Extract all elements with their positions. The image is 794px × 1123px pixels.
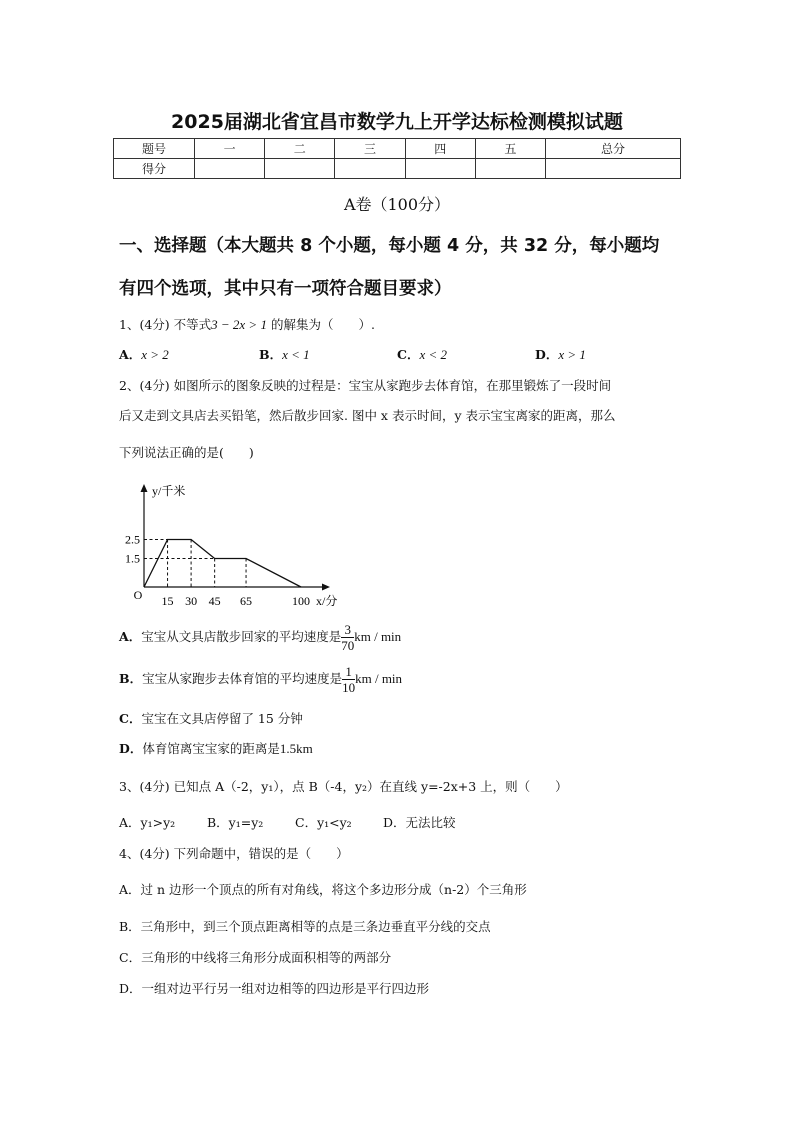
x-tick-label: 100 — [292, 594, 310, 608]
x-tick-label: 65 — [240, 594, 253, 608]
option-label: D． — [535, 347, 559, 362]
option-text: 宝宝在文具店停留了 15 分钟 — [141, 711, 303, 726]
q3-stem: 3、(4分) 已知点 A（-2，y₁），点 B（-4，y₂）在直线 y=-2x+3 上，则（ ） — [119, 779, 568, 794]
q3-option-a[interactable]: A．y₁>y₂ — [119, 815, 176, 830]
q1-option-b[interactable] — [259, 345, 310, 363]
q4-option-a[interactable]: A．过 n 边形一个顶点的所有对角线，将这个多边形分成（n-2）个三角形 — [119, 882, 527, 897]
score-table-cell: 四 — [405, 139, 475, 159]
option-label: B． — [259, 347, 283, 362]
option-unit: km / min — [354, 629, 402, 644]
fraction-denominator: 10 — [342, 680, 356, 695]
q4-option-c[interactable]: C．三角形的中线将三角形分成面积相等的两部分 — [119, 950, 392, 965]
option-expr: x > 2 — [141, 347, 169, 362]
q2-option-a[interactable] — [119, 622, 401, 653]
exam-title: 2025届湖北省宜昌市数学九上开学达标检测模拟试题 — [171, 111, 623, 133]
score-cell-empty[interactable] — [546, 159, 681, 179]
option-text: 宝宝从文具店散步回家的平均速度是 — [141, 629, 342, 644]
option-label: A． — [119, 347, 142, 362]
fraction-numerator: 1 — [345, 664, 352, 679]
q1-option-d[interactable] — [535, 345, 586, 363]
x-tick-label: 30 — [185, 594, 198, 608]
option-text: 体育馆离宝宝家的距离是 — [142, 741, 280, 756]
q3-option-b[interactable]: B．y₁=y₂ — [207, 815, 264, 830]
score-table-cell: 总分 — [546, 139, 681, 159]
score-row-label: 得分 — [114, 159, 195, 179]
option-label: C． — [119, 711, 142, 726]
score-table-cell: 一 — [195, 139, 265, 159]
score-cell-empty[interactable] — [475, 159, 545, 179]
q2-option-b[interactable] — [119, 664, 402, 695]
x-axis-arrow — [322, 584, 330, 591]
q4-option-b[interactable]: B．三角形中，到三个顶点距离相等的点是三条边垂直平分线的交点 — [119, 919, 491, 934]
y-axis-label: y/千米 — [152, 484, 186, 498]
fraction-1-10 — [342, 664, 355, 695]
q1-pre: 1、(4分) 不等式 — [119, 317, 212, 332]
q4-stem: 4、(4分) 下列命题中，错误的是（ ） — [119, 846, 349, 861]
distance-time-graph — [118, 478, 358, 613]
score-table-score-row — [114, 159, 681, 179]
option-label: D． — [119, 741, 143, 756]
q2-stem-line2: 后又走到文具店去买铅笔，然后散步回家. 图中 x 表示时间，y 表示宝宝离家的距离，那么 — [119, 408, 616, 423]
fraction-numerator: 3 — [344, 622, 351, 637]
score-cell-empty[interactable] — [335, 159, 405, 179]
option-unit: km / min — [355, 671, 403, 686]
part1-heading-line1: 一、选择题（本大题共 8 个小题，每小题 4 分，共 32 分，每小题均 — [119, 236, 660, 256]
score-table — [113, 138, 681, 179]
q2-option-c[interactable] — [119, 709, 303, 727]
q2-option-d[interactable] — [119, 739, 313, 757]
y-axis-arrow — [141, 484, 148, 492]
score-cell-empty[interactable] — [195, 159, 265, 179]
score-table-cell: 五 — [475, 139, 545, 159]
q4-option-d[interactable]: D．一组对边平行另一组对边相等的四边形是平行四边形 — [119, 981, 430, 996]
x-axis-label: x/分 — [316, 594, 338, 608]
option-expr: x > 1 — [558, 347, 586, 362]
fraction-denominator: 70 — [341, 638, 355, 653]
option-label: C． — [397, 347, 420, 362]
option-label: A． — [119, 629, 142, 644]
score-cell-empty[interactable] — [405, 159, 475, 179]
section-a-heading: A卷（100分） — [343, 195, 451, 214]
option-unit: 1.5km — [279, 741, 313, 756]
option-label: B． — [119, 671, 143, 686]
y-tick-label: 2.5 — [125, 532, 140, 547]
graph-guides — [144, 540, 246, 588]
q1-option-c[interactable] — [397, 345, 447, 363]
graph-labels — [125, 483, 337, 608]
score-cell-empty[interactable] — [265, 159, 335, 179]
option-expr: x < 1 — [282, 347, 310, 362]
fraction-3-70 — [341, 622, 354, 653]
q1-post: 的解集为（ ）. — [266, 317, 375, 332]
score-table-cell: 三 — [335, 139, 405, 159]
score-table-cell: 二 — [265, 139, 335, 159]
q3-option-d[interactable]: D．无法比较 — [383, 815, 456, 830]
y-tick-label: 1.5 — [125, 551, 140, 566]
origin-label: O — [133, 588, 143, 602]
q1-stem — [119, 315, 375, 333]
score-table-header-row — [114, 139, 681, 159]
x-tick-label: 15 — [161, 594, 174, 608]
score-table-cell: 题号 — [114, 139, 195, 159]
q1-expr: 3 − 2x > 1 — [211, 317, 267, 332]
q2-stem-line3: 下列说法正确的是( ) — [119, 445, 254, 460]
part1-heading-line2: 有四个选项，其中只有一项符合题目要求） — [119, 279, 452, 299]
q3-option-c[interactable]: C．y₁<y₂ — [295, 815, 352, 830]
option-expr: x < 2 — [419, 347, 447, 362]
option-text: 宝宝从家跑步去体育馆的平均速度是 — [142, 671, 343, 686]
graph-axes — [141, 484, 331, 591]
q2-stem-line1: 2、(4分) 如图所示的图象反映的过程是：宝宝从家跑步去体育馆，在那里锻炼了一段时间 — [119, 378, 612, 393]
q1-option-a[interactable] — [119, 345, 169, 363]
x-tick-label: 45 — [208, 594, 221, 608]
